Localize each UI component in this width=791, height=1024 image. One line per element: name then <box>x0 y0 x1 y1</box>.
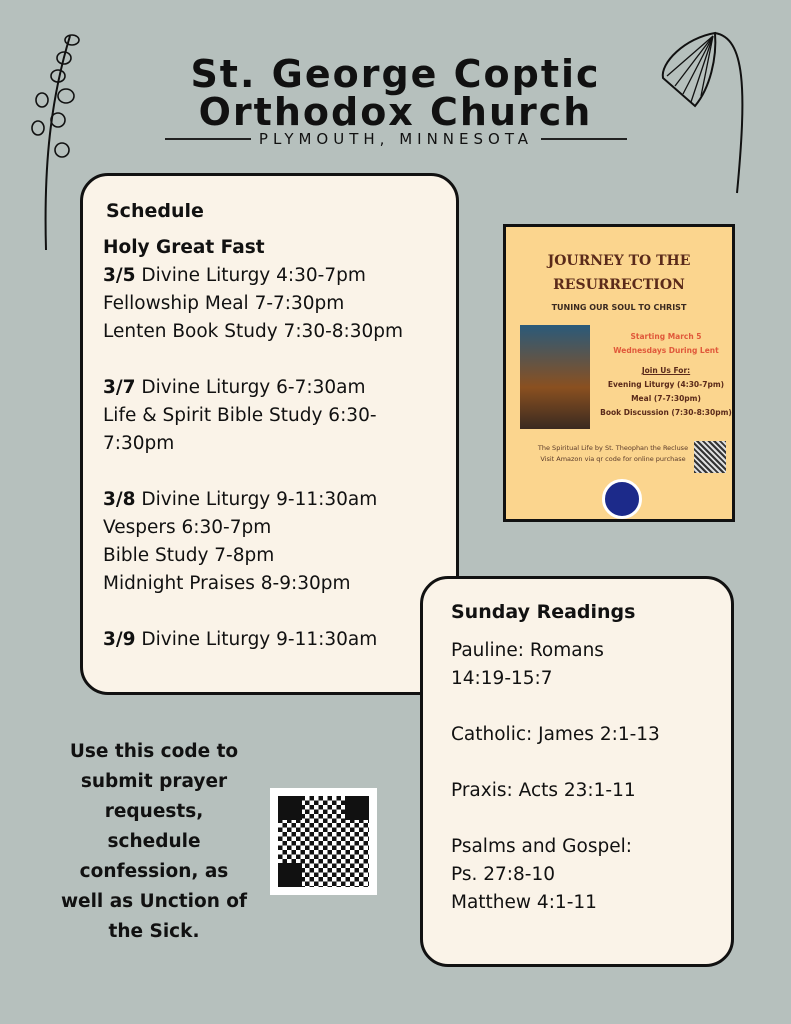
prayer-request-qr-code[interactable] <box>270 788 377 895</box>
list-item: Midnight Praises 8-9:30pm <box>103 573 351 594</box>
date: 3/8 <box>103 489 136 510</box>
schedule-card <box>80 173 459 695</box>
qr-pattern <box>278 796 369 887</box>
list-item: Bible Study 7-8pm <box>103 545 275 566</box>
list-item: Praxis: Acts 23:1-11 <box>451 780 636 801</box>
list-item: Life & Spirit Bible Study 6:30- <box>103 405 377 426</box>
poster-join: Join Us For: <box>641 366 691 375</box>
schedule-list <box>103 234 456 654</box>
location-subtitle <box>165 130 627 148</box>
spacer <box>451 693 731 721</box>
church-name-line2: Orthodox Church <box>198 90 593 134</box>
list-item: Matthew 4:1-11 <box>451 892 597 913</box>
poster-item: Meal (7-7:30pm) <box>631 394 701 403</box>
poster-title <box>506 249 732 297</box>
poster-item: Evening Liturgy (4:30-7pm) <box>607 380 725 389</box>
list-item: Vespers 6:30-7pm <box>103 517 272 538</box>
book-cover-image <box>520 325 590 429</box>
list-item: Holy Great Fast <box>103 237 265 258</box>
spacer <box>451 749 731 777</box>
poster-start: Starting March 5 <box>630 332 702 341</box>
list-item: Catholic: James 2:1-13 <box>451 724 660 745</box>
list-item: Pauline: Romans <box>451 640 604 661</box>
poster-title-line1: JOURNEY TO THE <box>547 253 691 269</box>
sunday-readings-card <box>420 576 734 967</box>
poster-book-note <box>524 443 702 465</box>
spacer <box>103 458 456 486</box>
list-item: 3/5 Divine Liturgy 4:30-7pm <box>103 265 366 286</box>
list-item: 3/9 Divine Liturgy 9-11:30am <box>103 629 378 650</box>
poster-book: The Spiritual Life by St. Theophan the Recluse <box>537 444 689 452</box>
poster-info <box>598 330 734 420</box>
readings-list <box>451 637 731 917</box>
spacer <box>103 598 456 626</box>
list-item: 14:19-15:7 <box>451 668 553 689</box>
list-item: 7:30pm <box>103 433 175 454</box>
church-name-line1: St. George Coptic <box>190 52 601 96</box>
poster-qr-code[interactable] <box>694 441 726 473</box>
list-item: Ps. 27:8-10 <box>451 864 555 885</box>
spacer <box>451 805 731 833</box>
list-item: Lenten Book Study 7:30-8:30pm <box>103 321 404 342</box>
date: 3/7 <box>103 377 136 398</box>
list-item: Fellowship Meal 7-7:30pm <box>103 293 345 314</box>
schedule-title: Schedule <box>106 200 204 222</box>
list-item: Psalms and Gospel: <box>451 836 632 857</box>
divider <box>165 138 251 140</box>
poster-title-line2: RESURRECTION <box>553 277 685 293</box>
divider <box>541 138 627 140</box>
poster-item: Book Discussion (7:30-8:30pm) <box>600 408 732 417</box>
spacer <box>103 346 456 374</box>
poster-subtitle: TUNING OUR SOUL TO CHRIST <box>551 303 687 312</box>
list-item: 3/8 Divine Liturgy 9-11:30am <box>103 489 378 510</box>
qr-instructions: Use this code to submit prayer requests, schedule confession, as well as Unction of the Sick. <box>60 741 248 942</box>
date: 3/5 <box>103 265 136 286</box>
list-item: 3/7 Divine Liturgy 6-7:30am <box>103 377 366 398</box>
readings-title: Sunday Readings <box>451 601 636 623</box>
poster-days: Wednesdays During Lent <box>613 346 719 355</box>
location: PLYMOUTH, MINNESOTA <box>258 130 534 148</box>
date: 3/9 <box>103 629 136 650</box>
lent-event-poster <box>503 224 735 522</box>
church-seal-logo <box>602 479 642 519</box>
poster-amazon: Visit Amazon via qr code for online purchase <box>540 455 686 463</box>
